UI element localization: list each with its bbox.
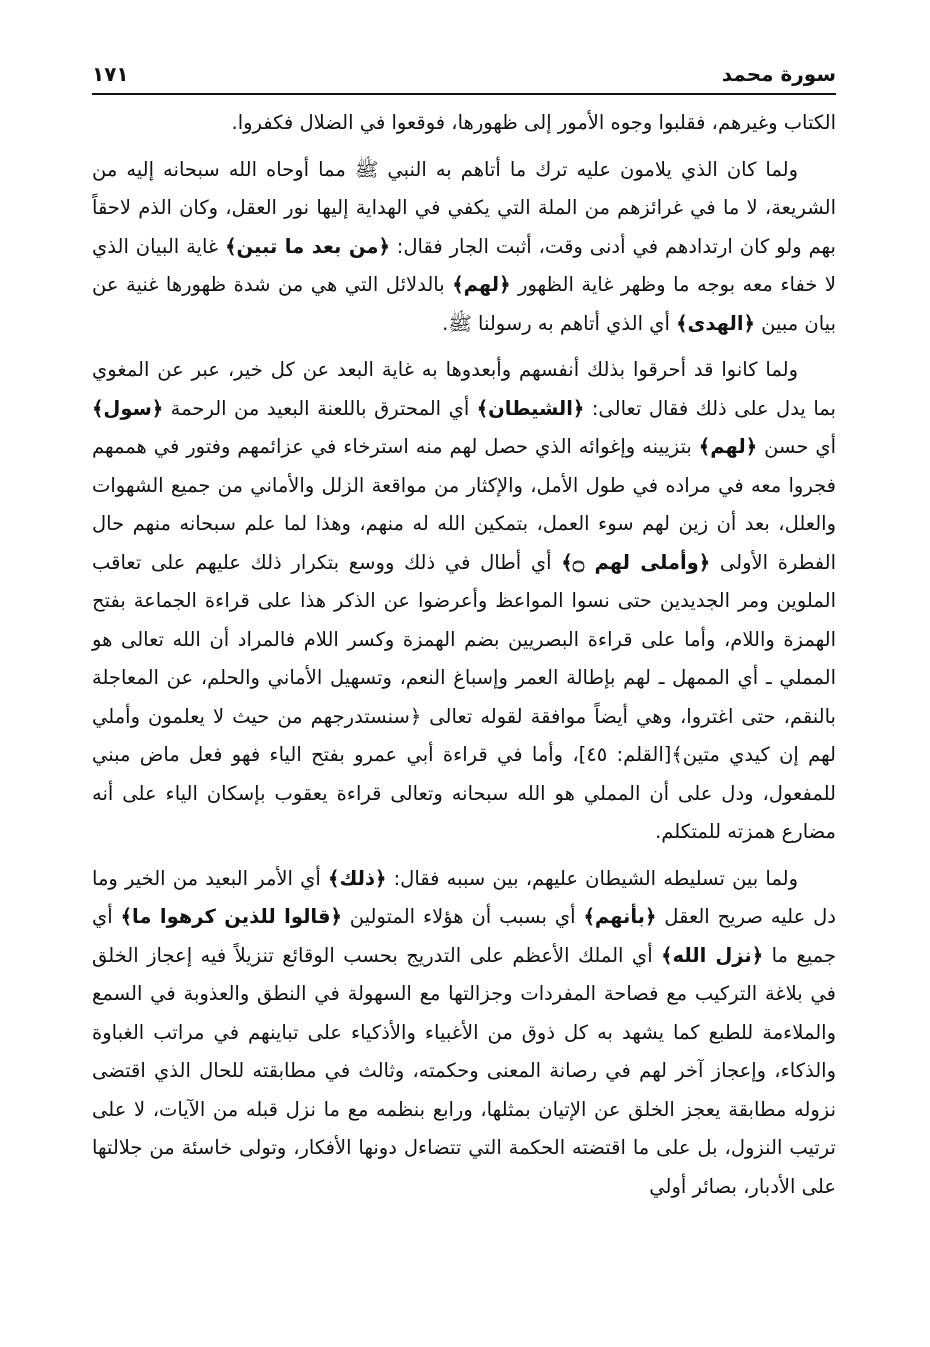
text-run: ﴿سنستدرجهم من حيث لا يعلمون وأملي لهم إن كيدي متين﴾ <box>92 704 836 766</box>
quran-quote: ﴿لهم﴾ <box>452 273 511 296</box>
text-run: بتزيينه وإغوائه الذي حصل لهم منه استرخاء في عزائمهم وفتور في هممهم فجروا معه في مراده في طول الأمل، والإكثار من مواقعة الزلل والأماني من جميع الشهوات والعلل، بعد أن زين لهم سوء العمل، بتمكين الله له منهم، وهذا لما علم سبحانه منهم حال الفطرة الأولى <box>92 435 836 574</box>
quran-quote: ﴿سول﴾ <box>92 396 164 420</box>
quran-quote: ﴿نزل الله﴾ <box>661 943 764 967</box>
text-run: [القلم: ٤٥]، وأما في قراءة أبي عمرو بفتح الياء فهو فعل ماض مبني للمفعول، ودل على أن المملي هو الله سبحانه وتعالى قراءة يعقوب بإسكان الياء على أنه مضارع همزته للمتكلم. <box>92 743 836 843</box>
body-text <box>92 104 836 1214</box>
text-run: أي جميع ما <box>92 905 836 967</box>
quran-quote: ﴿وأملى لهم ۝﴾ <box>561 550 711 574</box>
text-run: أي الملك الأعظم على التدريج بحسب الوقائع تنزيلاً فيه إعجاز الخلق في بلاغة التركيب مع فصاحة المفردات وجزالتها مع السهولة في النطق والعذوبة في السمع والملاءمة للطبع كما يشهد به كل ذوق من الأغبياء والأذكياء على تباينهم في مراتب الغباوة والذكاء، وإعجاز آخر لهم في رصانة المعنى وحكمته، وثالث في مطابقته للحال الذي اقتضى نزوله مطابقة يعجز الخلق عن الإتيان بمثلها، ورابع بنظمه مع ما نزل قبله من الآيات، لا على ترتيب النزول، بل على ما اقتضته الحكمة التي تتضاءل دونها الأفكار، وتولى خاسئة من جلالتها على الأدبار، بصائر أولي <box>92 943 836 1198</box>
quran-quote: ﴿ذلك﴾ <box>328 866 387 890</box>
text-run: ولما كانوا قد أحرقوا بذلك أنفسهم وأبعدوها به غاية البعد عن كل خير، عبر عن المغوي بما يدل على ذلك فقال تعالى: <box>92 358 836 420</box>
document-page <box>92 58 836 1328</box>
quran-quote: ﴿لهم﴾ <box>698 435 758 458</box>
quran-quote: ﴿قالوا للذين كرهوا ما﴾ <box>120 905 342 928</box>
page-header <box>92 58 836 88</box>
paragraph <box>92 351 836 852</box>
text-run: ولما بين تسليطه الشيطان عليهم، بين سببه فقال: <box>386 866 798 890</box>
text-run: غاية البيان الذي لا خفاء معه بوجه ما وظهر غاية الظهور <box>92 234 837 296</box>
paragraph <box>92 860 836 1207</box>
quran-quote: ﴿من بعد ما تبين﴾ <box>225 234 390 258</box>
header-divider <box>92 93 836 95</box>
text-run: أي بسبب أن هؤلاء المتولين <box>341 905 584 928</box>
text-run: الكتاب وغيرهم، فقلبوا وجوه الأمور إلى ظهورها، فوقعوا في الضلال فكفروا. <box>231 111 836 134</box>
paragraph <box>92 104 836 143</box>
text-run: أي الأمر البعيد من الخير وما دل عليه صريح العقل <box>92 866 836 928</box>
quran-quote: ﴿الشيطان﴾ <box>476 396 585 420</box>
page-number: ١٧١ <box>92 62 129 86</box>
text-run: أي أطال في ذلك ووسع بتكرار ذلك عليهم على تعاقب الملوين ومر الجديدين حتى نسوا المواعظ وأعرضوا عن الذكر هذا على قراءة الجماعة بفتح الهمزة واللام، وأما على قراءة البصريين بضم الهمزة وكسر اللام فالمراد أن الله تعالى هو المملي ـ أي الممهل ـ لهم بإطالة العمر وإسباغ النعم، وتسهيل الأماني والحلم، عن المعاجلة بالنقم، حتى اغتروا، وهي أيضاً موافقة لقوله تعالى <box>92 550 836 728</box>
running-title: سورة محمد <box>721 62 836 86</box>
text-run: أي المحترق باللعنة البعيد من الرحمة <box>163 396 477 420</box>
text-run: ولما كان الذي يلامون عليه ترك ما أتاهم به النبي ﷺ مما أوحاه الله سبحانه إليه من الشريعة، لا ما في غرائزهم من الملة التي يكفي في الهداية إليها نور العقل، وكان الذم لاحقاً بهم ولو كان ارتدادهم في أدنى وقت، أثبت الجار فقال: <box>92 157 836 258</box>
paragraph <box>92 151 836 344</box>
quran-quote: ﴿بأنهم﴾ <box>583 905 657 928</box>
quran-quote: ﴿الهدى﴾ <box>676 311 755 335</box>
text-run: أي حسن <box>757 435 836 458</box>
text-run: بالدلائل التي هي من شدة ظهورها غنية عن بيان مبين <box>92 273 836 335</box>
text-run: أي الذي أتاهم به رسولنا ﷺ. <box>442 311 677 335</box>
